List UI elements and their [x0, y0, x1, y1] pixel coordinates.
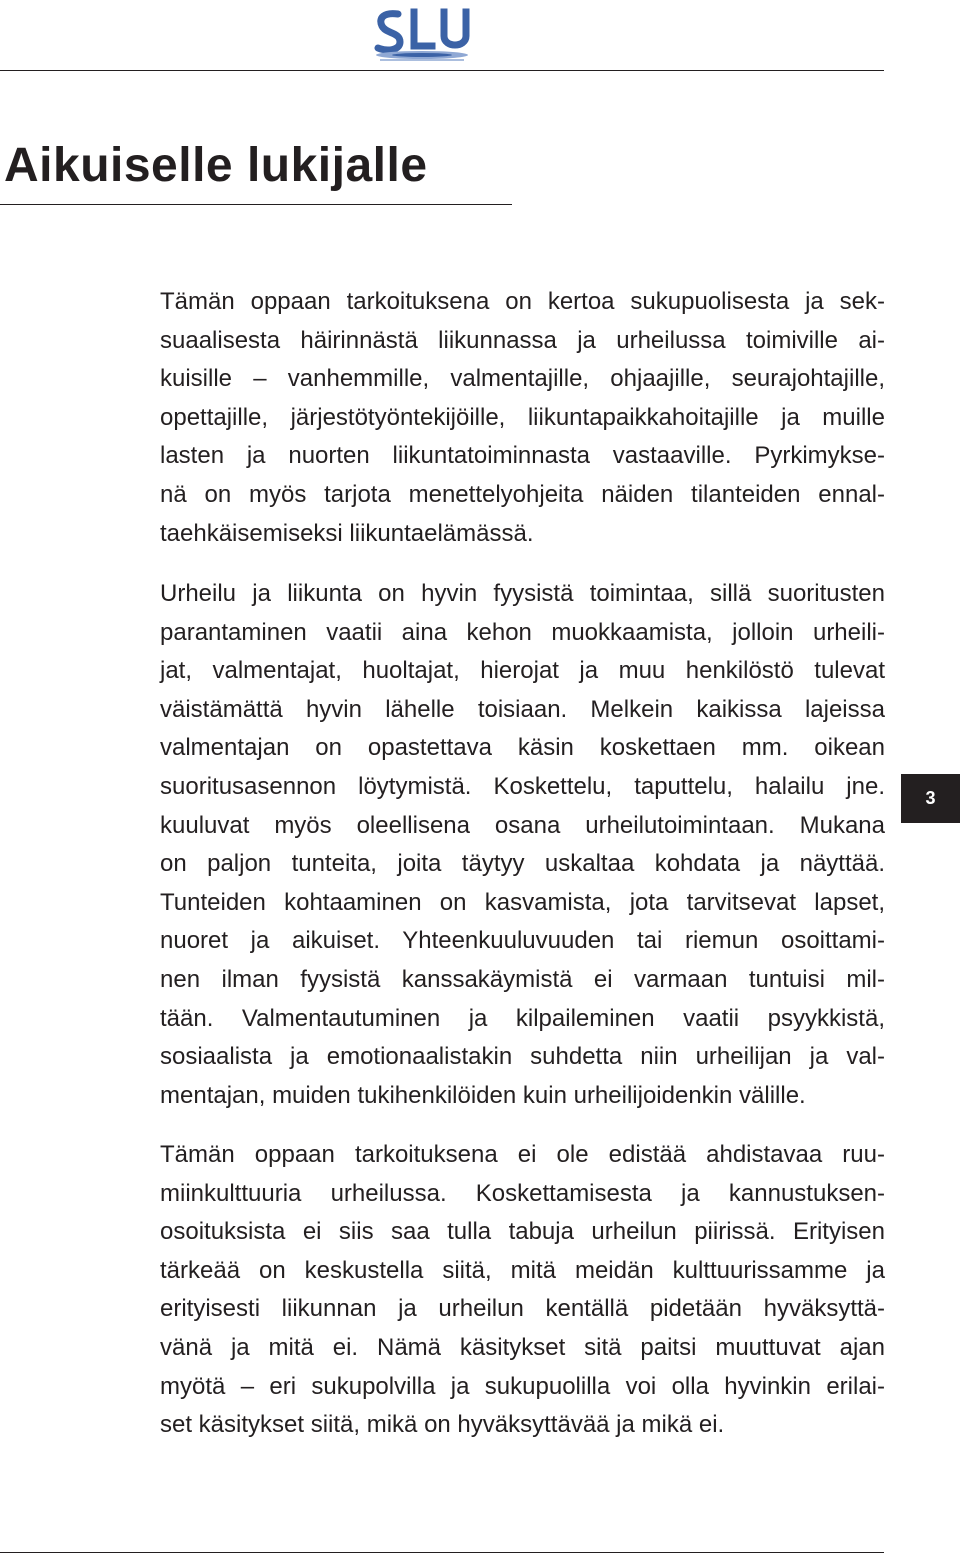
text-line: kuisille – vanhemmille, valmentajille, ohjaajille, seurajohtajille, — [160, 365, 885, 393]
text-line: nen ilman fyysistä kanssakäymistä ei varmaan tuntuisi mil- — [160, 965, 885, 993]
header-divider — [0, 70, 884, 71]
text-line: tään. Valmentautuminen ja kilpaileminen vaatii psyykkistä, — [160, 1004, 885, 1032]
text-line: sosiaalista ja emotionaalistakin suhdetta niin urheilijan ja val- — [160, 1043, 885, 1071]
title-underline — [0, 204, 512, 205]
paragraph-2 — [160, 575, 885, 1115]
text-line: erityisesti liikunnan ja urheilun kentällä pidetään hyväksyttä- — [160, 1295, 885, 1323]
text-line: väistämättä hyvin lähelle toisiaan. Melkein kaikissa lajeissa — [160, 695, 885, 723]
text-line: suoritusasennon löytymistä. Koskettelu, taputtelu, halailu jne. — [160, 772, 885, 800]
text-line: lasten ja nuorten liikuntatoiminnasta vastaaville. Pyrkimykse- — [160, 442, 885, 470]
text-line: myötä – eri sukupolvilla ja sukupuolilla voi olla hyvinkin erilai- — [160, 1372, 885, 1400]
text-line: Tunteiden kohtaaminen on kasvamista, jota tarvitsevat lapset, — [160, 888, 885, 916]
text-line: on paljon tunteita, joita täytyy uskaltaa kohdata ja näyttää. — [160, 850, 885, 878]
text-line: set käsitykset siitä, mikä on hyväksyttävää ja mikä ei. — [160, 1411, 725, 1439]
text-line: vänä ja mitä ei. Nämä käsitykset sitä paitsi muuttuvat ajan — [160, 1333, 885, 1361]
slu-logo — [370, 4, 474, 62]
text-line: tärkeää on keskustella siitä, mitä meidän kulttuurissamme ja — [160, 1256, 885, 1284]
page-title: Aikuiselle lukijalle — [4, 139, 428, 192]
text-line: Tämän oppaan tarkoituksena on kertoa sukupuolisesta ja sek- — [160, 288, 885, 315]
footer-divider — [0, 1552, 884, 1553]
text-line: valmentajan on opastettava käsin koskettaen mm. oikean — [160, 734, 885, 762]
paragraph-1 — [160, 283, 885, 553]
text-line: taehkäisemiseksi liikuntaelämässä. — [160, 519, 534, 547]
paragraph-3 — [160, 1136, 885, 1445]
text-line: nä on myös tarjota menettelyohjeita näiden tilanteiden ennal- — [160, 480, 885, 508]
text-line: Tämän oppaan tarkoituksena ei ole edistää ahdistavaa ruu- — [160, 1141, 885, 1168]
text-line: suaalisesta häirinnästä liikunnassa ja urheilussa toimiville ai- — [160, 326, 885, 354]
text-line: nuoret ja aikuiset. Yhteenkuuluvuuden tai riemun osoittami- — [160, 927, 885, 955]
text-line: osoituksista ei siis saa tulla tabuja urheilun piirissä. Erityisen — [160, 1218, 885, 1246]
page-number: 3 — [925, 788, 936, 808]
text-line: parantaminen vaatii aina kehon muokkaamista, jolloin urheili- — [160, 618, 885, 646]
text-line: mentajan, muiden tukihenkilöiden kuin urheilijoidenkin välille. — [160, 1081, 806, 1109]
text-line: miinkulttuuria urheilussa. Koskettamisesta ja kannustuksen- — [160, 1179, 885, 1207]
text-line: opettajille, järjestötyöntekijöille, liikuntapaikkahoitajille ja muille — [160, 403, 885, 431]
page-number-tab — [901, 774, 960, 823]
text-line: kuuluvat myös oleellisena osana urheilutoimintaan. Mukana — [160, 811, 885, 839]
text-line: Urheilu ja liikunta on hyvin fyysistä toimintaa, sillä suoritusten — [160, 580, 885, 607]
text-line: jat, valmentajat, huoltajat, hierojat ja muu henkilöstö tulevat — [160, 657, 885, 685]
